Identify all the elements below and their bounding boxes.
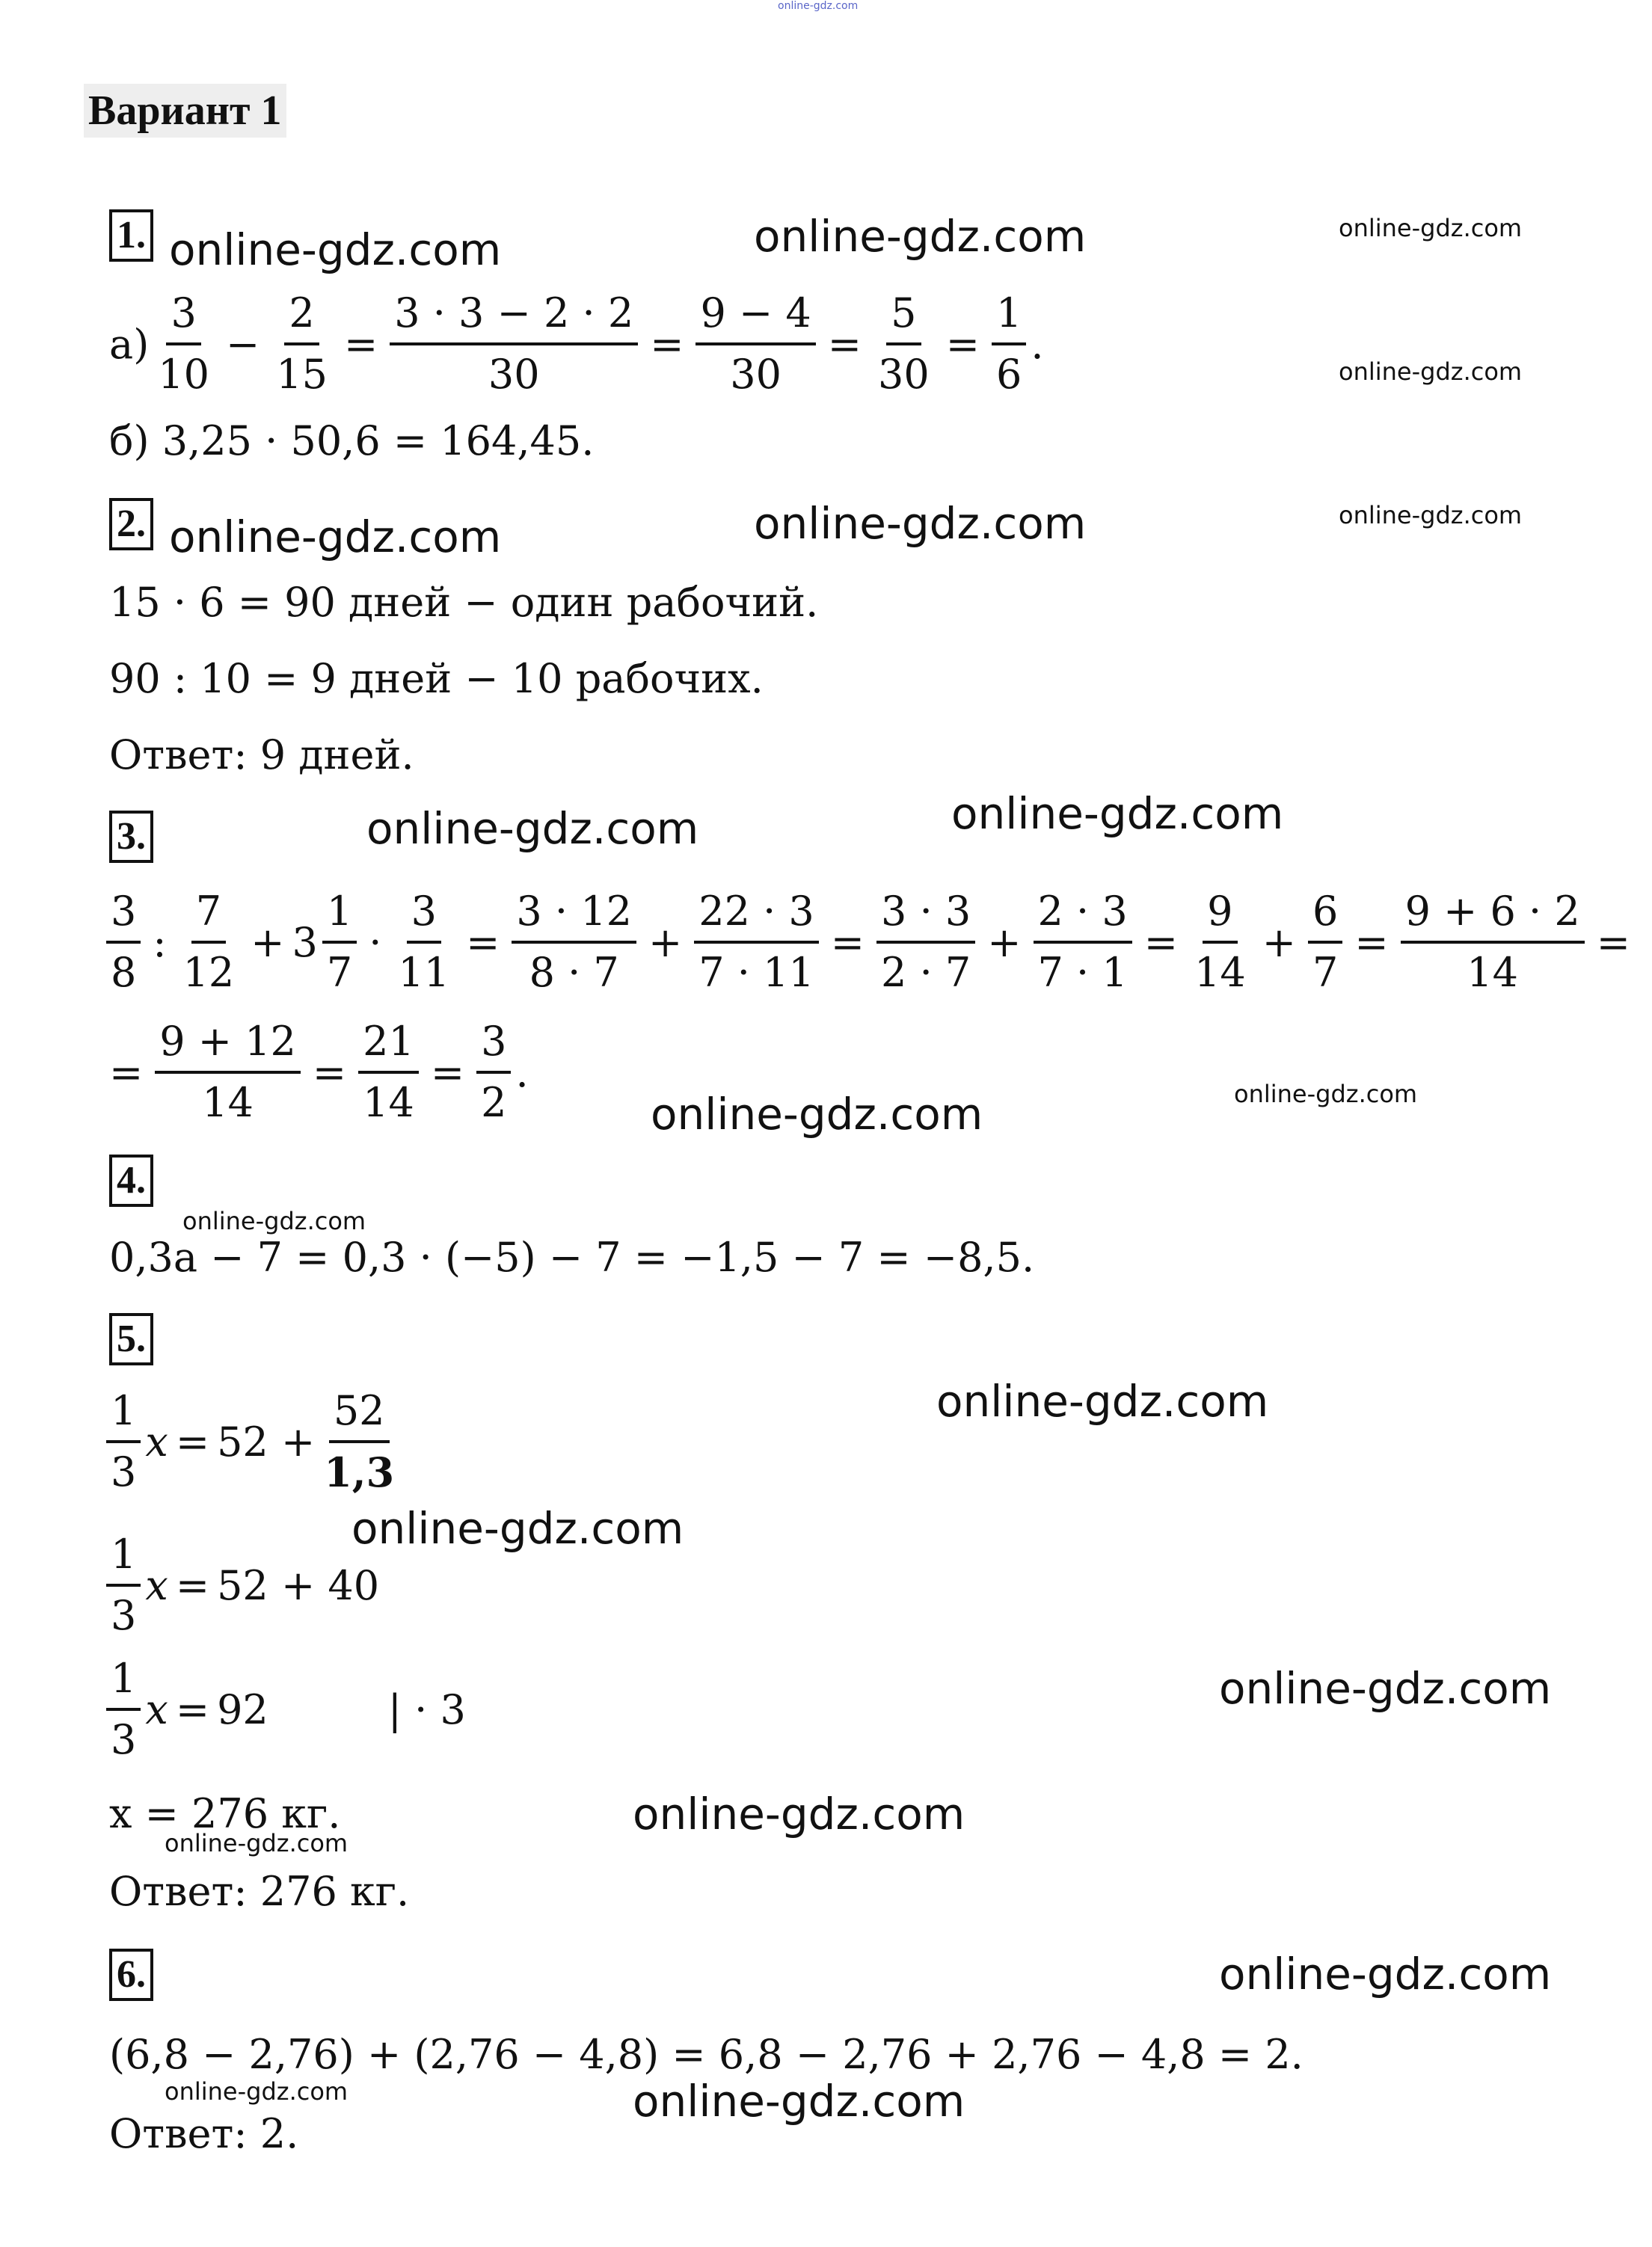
- fraction: $\frac{1}{3}$: [106, 1382, 141, 1501]
- equals-sign: =: [175, 1685, 210, 1733]
- watermark: online-gdz.com: [651, 1089, 983, 1140]
- label-a: а): [109, 320, 150, 368]
- fraction: $\frac{1}{3}$: [106, 1525, 141, 1645]
- equals-sign: =: [312, 1048, 347, 1096]
- equals-sign: =: [1354, 918, 1389, 966]
- equals-sign: =: [175, 1418, 210, 1466]
- task-2-answer: Ответ: 9 дней.: [109, 731, 414, 778]
- period: .: [515, 1048, 529, 1096]
- expression: 92: [217, 1685, 268, 1733]
- task-5-line-2: [102, 1525, 379, 1645]
- task-number-2: 2.: [109, 498, 153, 550]
- task-5-line-4: x = 276 кг.: [109, 1790, 341, 1837]
- watermark: online-gdz.com: [936, 1376, 1269, 1427]
- watermark: online-gdz.com: [351, 1503, 684, 1554]
- fraction: $\frac{2}{15}$: [271, 284, 332, 404]
- watermark: online-gdz.com: [951, 788, 1284, 839]
- task-1-line-a: [109, 284, 1044, 404]
- task-number-1: 1.: [109, 209, 153, 262]
- fraction: $\frac{9 + 12}{14}$: [155, 1012, 301, 1132]
- task-5-line-1: [102, 1382, 403, 1501]
- expression: 52 + 40: [217, 1561, 380, 1609]
- equals-sign: =: [1596, 918, 1630, 966]
- task-5-answer: Ответ: 276 кг.: [109, 1868, 410, 1915]
- task-number-6: 6.: [109, 1949, 153, 2001]
- plus-sign: +: [987, 918, 1022, 966]
- watermark: online-gdz.com: [165, 2077, 348, 2106]
- fraction: $\frac{3 \cdot 3 - 2 \cdot 2}{30}$: [390, 284, 638, 404]
- fraction: $\frac{3}{10}$: [153, 284, 214, 404]
- watermark: online-gdz.com: [633, 1789, 965, 1839]
- fraction: $\frac{22 \cdot 3}{7 \cdot 11}$: [694, 882, 819, 1002]
- watermark: online-gdz.com: [754, 211, 1087, 262]
- task-6-answer: Ответ: 2.: [109, 2110, 299, 2157]
- watermark: online-gdz.com: [366, 803, 699, 854]
- fraction: $\frac{1}{7}$: [322, 882, 357, 1002]
- plus-sign: +: [251, 918, 285, 966]
- equals-sign: =: [945, 320, 980, 368]
- page-title: Вариант 1: [84, 84, 286, 138]
- task-number-3: 3.: [109, 811, 153, 863]
- fraction: $\frac{2 \cdot 3}{7 \cdot 1}$: [1034, 882, 1132, 1002]
- equals-sign: =: [1143, 918, 1178, 966]
- variable-x: x: [145, 1561, 168, 1609]
- equals-sign: =: [466, 918, 500, 966]
- watermark: online-gdz.com: [1339, 357, 1523, 386]
- task-4-line: 0,3a − 7 = 0,3 · (−5) − 7 = −1,5 − 7 = −8,5.: [109, 1234, 1035, 1281]
- task-2-line-1: 15 · 6 = 90 дней − один рабочий.: [109, 579, 819, 626]
- fraction: $\frac{3 \cdot 12}{8 \cdot 7}$: [512, 882, 636, 1002]
- equals-sign: =: [175, 1561, 210, 1609]
- task-6-line: (6,8 − 2,76) + (2,76 − 4,8) = 6,8 − 2,76 + 2,76 − 4,8 = 2.: [109, 2031, 1304, 2078]
- minus-sign: −: [225, 320, 260, 368]
- task-5-line-3: [102, 1650, 466, 1769]
- fraction: $\frac{52}{1,3}$: [319, 1382, 399, 1501]
- equals-sign: =: [430, 1048, 465, 1096]
- watermark: online-gdz.com: [1339, 501, 1523, 529]
- fraction: $\frac{3}{11}$: [393, 882, 454, 1002]
- plus-sign: +: [648, 918, 683, 966]
- equals-sign: =: [650, 320, 684, 368]
- fraction: $\frac{7}{12}$: [179, 882, 239, 1002]
- task-3-line-1: [102, 882, 1638, 1002]
- whole-part: 3: [292, 918, 318, 966]
- watermark: online-gdz.com: [169, 224, 502, 275]
- task-2-line-2: 90 : 10 = 9 дней − 10 рабочих.: [109, 655, 764, 702]
- watermark: online-gdz.com: [1219, 1663, 1552, 1714]
- fraction: $\frac{6}{7}$: [1308, 882, 1342, 1002]
- equals-sign: =: [109, 1048, 144, 1096]
- fraction: $\frac{5}{30}$: [873, 284, 934, 404]
- equals-sign: =: [830, 918, 865, 966]
- multiplier-note: | · 3: [387, 1685, 466, 1733]
- fraction: $\frac{21}{14}$: [358, 1012, 419, 1132]
- watermark: online-gdz.com: [633, 2076, 965, 2127]
- plus-sign: +: [1262, 918, 1296, 966]
- watermark: online-gdz.com: [1339, 214, 1523, 242]
- watermark: online-gdz.com: [754, 498, 1087, 549]
- variable-x: x: [145, 1418, 168, 1466]
- watermark: online-gdz.com: [165, 1829, 348, 1857]
- task-3-line-2: [102, 1012, 529, 1132]
- variable-x: x: [145, 1685, 168, 1733]
- period: .: [1031, 320, 1044, 368]
- fraction: $\frac{3 \cdot 3}{2 \cdot 7}$: [876, 882, 975, 1002]
- task-1-line-b: б) 3,25 · 50,6 = 164,45.: [109, 417, 595, 464]
- equals-sign: =: [343, 320, 378, 368]
- watermark: online-gdz.com: [169, 511, 502, 562]
- fraction: $\frac{9 - 4}{30}$: [696, 284, 815, 404]
- top-watermark: online-gdz.com: [778, 0, 859, 12]
- fraction: $\frac{3}{8}$: [106, 882, 141, 1002]
- fraction: $\frac{3}{2}$: [476, 1012, 511, 1132]
- expression: 52 +: [217, 1418, 316, 1466]
- equals-sign: =: [827, 320, 862, 368]
- watermark: online-gdz.com: [1219, 1949, 1552, 1999]
- fraction: $\frac{9}{14}$: [1190, 882, 1250, 1002]
- multiply-sign: ·: [369, 918, 382, 966]
- watermark: online-gdz.com: [182, 1207, 366, 1235]
- mixed-number: [292, 882, 362, 1002]
- watermark: online-gdz.com: [1234, 1080, 1418, 1108]
- colon-sign: :: [153, 918, 167, 966]
- fraction: $\frac{1}{6}$: [992, 284, 1026, 404]
- fraction: $\frac{1}{3}$: [106, 1650, 141, 1769]
- task-number-4: 4.: [109, 1155, 153, 1207]
- task-number-5: 5.: [109, 1313, 153, 1365]
- fraction: $\frac{9 + 6 \cdot 2}{14}$: [1401, 882, 1585, 1002]
